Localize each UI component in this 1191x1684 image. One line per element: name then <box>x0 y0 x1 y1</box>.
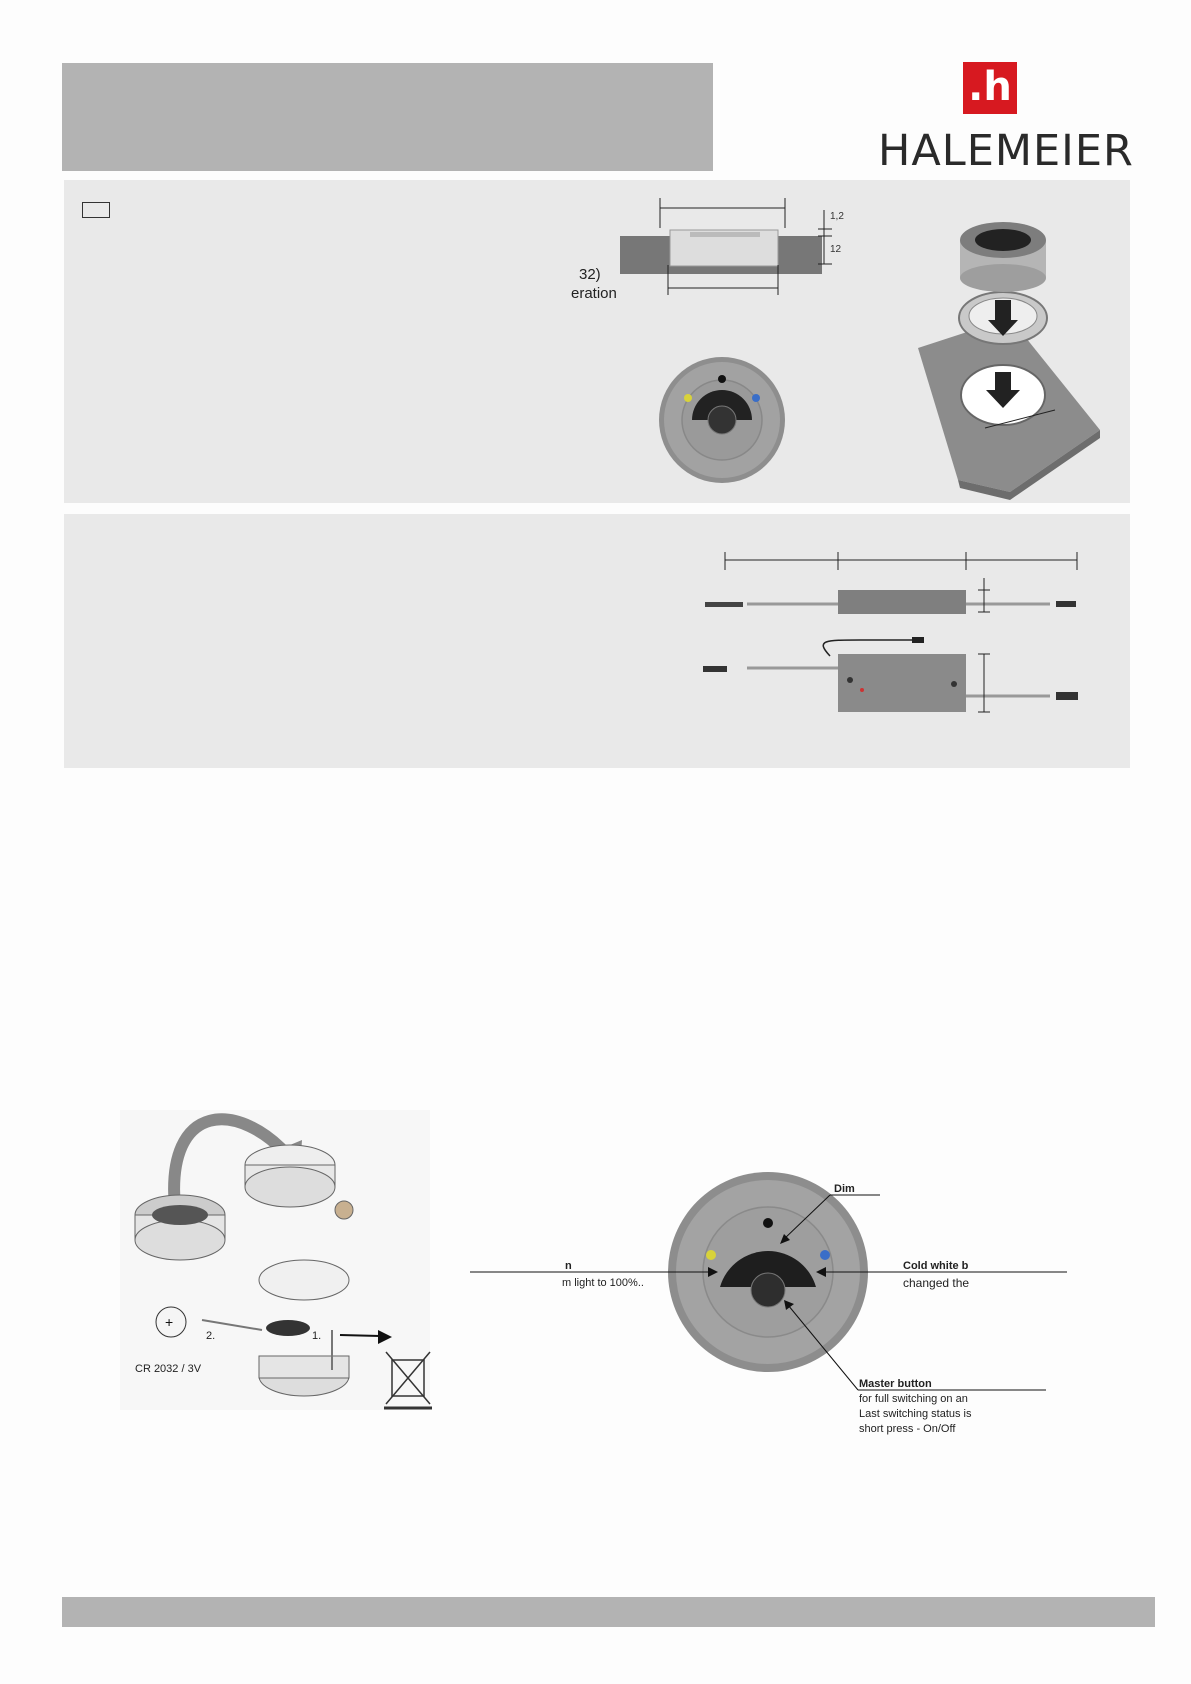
right-button-label: Cold white b <box>903 1260 969 1272</box>
master-desc-2: Last switching status is <box>859 1408 972 1420</box>
dim-label: Dim <box>834 1183 855 1195</box>
left-button-desc: m light to 100%.. <box>562 1277 644 1289</box>
master-button-label: Master button <box>859 1378 932 1390</box>
svg-text:+: + <box>165 1314 174 1330</box>
right-button-desc: changed the <box>903 1276 970 1290</box>
step-1-label: 1. <box>312 1330 322 1342</box>
brand-name: HALEMEIER <box>878 126 1134 176</box>
text-fragment-b: eration <box>571 285 617 302</box>
master-desc-1: for full switching on an <box>859 1393 968 1405</box>
dim-top-label: 1,2 <box>830 211 844 222</box>
text-fragment-a: 32) <box>579 266 601 283</box>
left-button-label: n <box>565 1260 572 1272</box>
logo-mark: .h <box>963 62 1017 114</box>
dim-side-label: 12 <box>830 244 842 255</box>
master-desc-3: short press - On/Off <box>859 1423 956 1435</box>
step-2-label: 2. <box>206 1330 216 1342</box>
battery-label: CR 2032 / 3V <box>135 1363 202 1375</box>
footer-band <box>62 1597 1155 1627</box>
